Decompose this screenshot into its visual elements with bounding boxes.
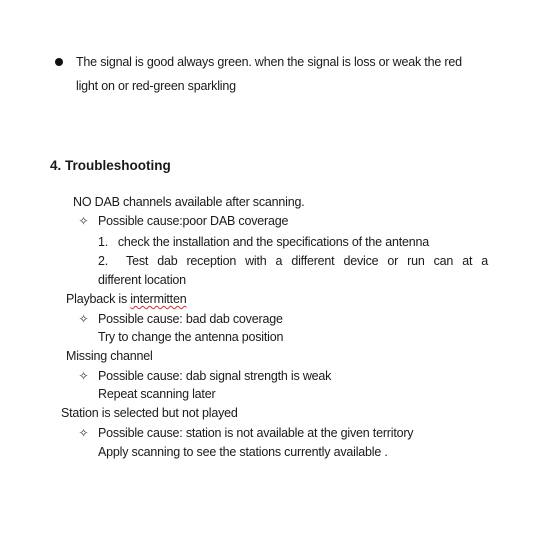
issue-title-playback xyxy=(66,290,186,308)
issue-step-2-continued: different location xyxy=(98,273,186,287)
issue-cause-no-channels: Possible cause:poor DAB coverage xyxy=(98,214,289,228)
issue-title-no-channels: NO DAB channels available after scanning. xyxy=(73,195,305,209)
issue-remedy-missing-channel: Repeat scanning later xyxy=(98,387,216,401)
four-point-star-bullet-icon: ✧ xyxy=(78,369,89,383)
intro-line-1: The signal is good always green. when the signal is loss or weak the red xyxy=(76,55,462,69)
issue-title-missing-channel: Missing channel xyxy=(66,349,153,363)
four-point-star-bullet-icon: ✧ xyxy=(78,426,89,440)
filled-circle-bullet-icon xyxy=(55,58,63,66)
issue-remedy-station-not-played: Apply scanning to see the stations currently available . xyxy=(98,445,388,459)
intro-line-2: light on or red-green sparkling xyxy=(76,79,236,93)
issue-step-1: 1. check the installation and the specifications of the antenna xyxy=(98,235,429,249)
issue-cause-station-not-played: Possible cause: station is not available at the given territory xyxy=(98,426,414,440)
issue-cause-playback: Possible cause: bad dab coverage xyxy=(98,312,283,326)
issue-cause-missing-channel: Possible cause: dab signal strength is weak xyxy=(98,369,332,383)
issue-title-station-not-played: Station is selected but not played xyxy=(61,406,238,420)
spellcheck-flagged-word: intermitten xyxy=(130,292,187,306)
four-point-star-bullet-icon: ✧ xyxy=(78,312,89,326)
issue-remedy-playback: Try to change the antenna position xyxy=(98,330,284,344)
four-point-star-bullet-icon: ✧ xyxy=(78,214,89,228)
issue-title-playback-text: Playback is xyxy=(66,292,131,306)
section-heading: 4. Troubleshooting xyxy=(50,158,171,173)
issue-step-2: 2. Test dab reception with a different device or run can at a xyxy=(98,254,488,268)
